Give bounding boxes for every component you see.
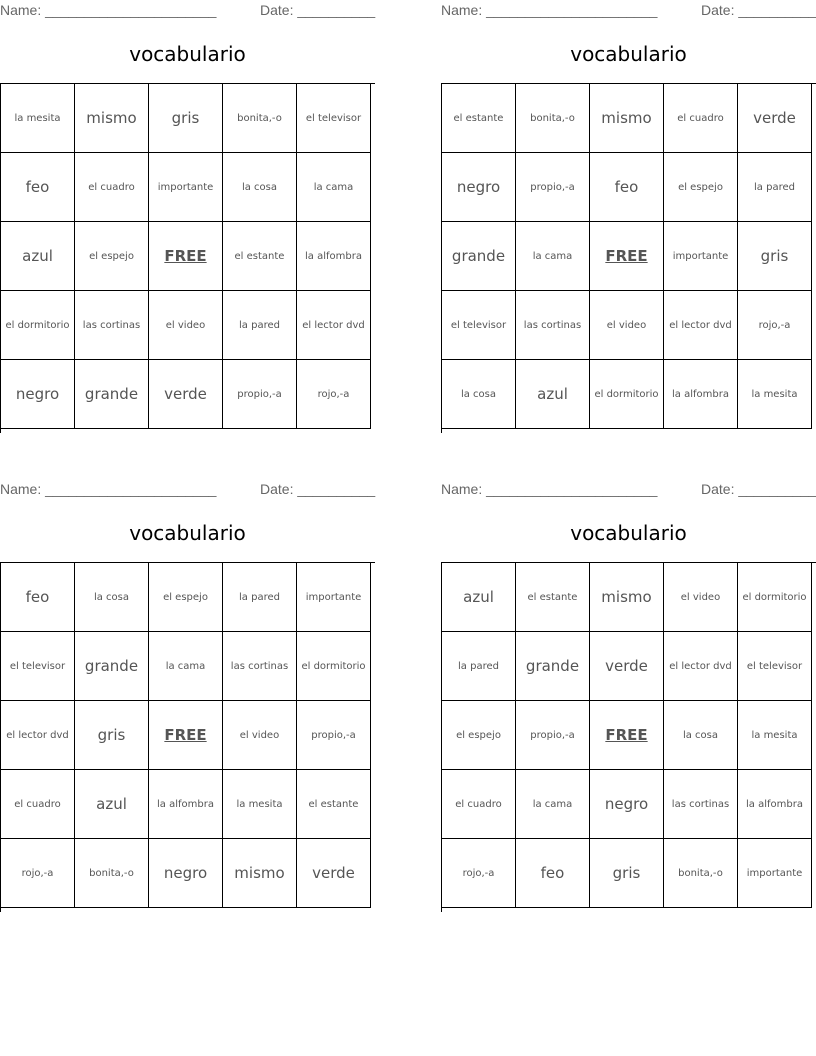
bingo-cell: la cama <box>516 222 590 291</box>
bingo-cell: la cosa <box>223 153 297 222</box>
bingo-cell: la pared <box>223 291 297 360</box>
bingo-cell: la cama <box>516 770 590 839</box>
bingo-grid <box>0 562 375 912</box>
bingo-cell: propio,-a <box>223 360 297 429</box>
bingo-cell: mismo <box>590 563 664 632</box>
bingo-cell: grande <box>75 632 149 701</box>
bingo-cell: importante <box>738 839 812 908</box>
bingo-cell: el televisor <box>442 291 516 360</box>
bingo-cell: el cuadro <box>442 770 516 839</box>
bingo-cell: la cosa <box>75 563 149 632</box>
bingo-cell: verde <box>738 84 812 153</box>
bingo-cell: bonita,-o <box>223 84 297 153</box>
bingo-cell: el dormitorio <box>738 563 812 632</box>
bingo-cell: azul <box>442 563 516 632</box>
bingo-cell: el estante <box>223 222 297 291</box>
date-field: Date: __________ <box>701 2 816 18</box>
bingo-cell: el estante <box>297 770 371 839</box>
bingo-cell: la cama <box>297 153 371 222</box>
bingo-cell: el video <box>664 563 738 632</box>
name-field: Name: ______________________ <box>441 481 658 497</box>
name-field: Name: ______________________ <box>441 2 658 18</box>
bingo-cell: el dormitorio <box>590 360 664 429</box>
card-title: vocabulario <box>570 42 687 66</box>
bingo-cell: la alfombra <box>664 360 738 429</box>
bingo-cell: feo <box>590 153 664 222</box>
bingo-cell: las cortinas <box>75 291 149 360</box>
bingo-cell: la pared <box>223 563 297 632</box>
bingo-cell: el lector dvd <box>1 701 75 770</box>
bingo-cell: la mesita <box>738 360 812 429</box>
bingo-cell: propio,-a <box>516 153 590 222</box>
bingo-cell: grande <box>442 222 516 291</box>
free-space: FREE <box>590 701 664 770</box>
bingo-cell: el cuadro <box>1 770 75 839</box>
bingo-cell: la alfombra <box>149 770 223 839</box>
free-space: FREE <box>590 222 664 291</box>
bingo-cell: la alfombra <box>738 770 812 839</box>
bingo-card-4 <box>441 479 816 914</box>
card-header <box>441 2 816 18</box>
bingo-cell: el lector dvd <box>664 632 738 701</box>
bingo-cell: la alfombra <box>297 222 371 291</box>
bingo-grid <box>0 83 375 433</box>
bingo-cell: negro <box>149 839 223 908</box>
bingo-cell: feo <box>1 153 75 222</box>
bingo-cell: mismo <box>223 839 297 908</box>
bingo-cell: el televisor <box>738 632 812 701</box>
bingo-cell: mismo <box>590 84 664 153</box>
bingo-cell: el espejo <box>149 563 223 632</box>
bingo-cell: el televisor <box>297 84 371 153</box>
bingo-cell: el espejo <box>75 222 149 291</box>
name-field: Name: ______________________ <box>0 481 217 497</box>
card-header <box>0 481 375 497</box>
bingo-grid <box>441 83 816 433</box>
bingo-cell: las cortinas <box>516 291 590 360</box>
bingo-cell: la cosa <box>664 701 738 770</box>
bingo-cell: azul <box>516 360 590 429</box>
bingo-cell: la mesita <box>1 84 75 153</box>
bingo-cell: el dormitorio <box>1 291 75 360</box>
bingo-cell: feo <box>1 563 75 632</box>
bingo-cell: el video <box>223 701 297 770</box>
card-title: vocabulario <box>129 521 246 545</box>
bingo-cell: el cuadro <box>664 84 738 153</box>
bingo-cell: bonita,-o <box>516 84 590 153</box>
bingo-cell: importante <box>297 563 371 632</box>
free-space: FREE <box>149 701 223 770</box>
bingo-cell: propio,-a <box>516 701 590 770</box>
bingo-cell: bonita,-o <box>75 839 149 908</box>
name-field: Name: ______________________ <box>0 2 217 18</box>
bingo-cell: el estante <box>516 563 590 632</box>
bingo-cell: azul <box>75 770 149 839</box>
card-header <box>441 481 816 497</box>
bingo-cell: la mesita <box>223 770 297 839</box>
bingo-cell: negro <box>442 153 516 222</box>
bingo-cell: grande <box>75 360 149 429</box>
bingo-cell: el estante <box>442 84 516 153</box>
bingo-cell: verde <box>149 360 223 429</box>
bingo-cell: propio,-a <box>297 701 371 770</box>
bingo-cell: rojo,-a <box>738 291 812 360</box>
bingo-cell: el video <box>590 291 664 360</box>
free-space: FREE <box>149 222 223 291</box>
bingo-cell: gris <box>738 222 812 291</box>
bingo-cell: gris <box>590 839 664 908</box>
bingo-cell: el cuadro <box>75 153 149 222</box>
card-header <box>0 2 375 18</box>
bingo-cell: el dormitorio <box>297 632 371 701</box>
bingo-cell: la cama <box>149 632 223 701</box>
bingo-cell: las cortinas <box>664 770 738 839</box>
bingo-cell: la mesita <box>738 701 812 770</box>
bingo-cell: el espejo <box>664 153 738 222</box>
bingo-cell: mismo <box>75 84 149 153</box>
bingo-cell: importante <box>149 153 223 222</box>
bingo-cell: el lector dvd <box>664 291 738 360</box>
bingo-cell: importante <box>664 222 738 291</box>
bingo-card-2 <box>441 0 816 435</box>
bingo-cell: las cortinas <box>223 632 297 701</box>
bingo-cell: negro <box>1 360 75 429</box>
bingo-grid <box>441 562 816 912</box>
bingo-cell: el espejo <box>442 701 516 770</box>
bingo-cell: feo <box>516 839 590 908</box>
bingo-cell: gris <box>75 701 149 770</box>
bingo-cell: grande <box>516 632 590 701</box>
card-title: vocabulario <box>570 521 687 545</box>
bingo-cell: gris <box>149 84 223 153</box>
date-field: Date: __________ <box>701 481 816 497</box>
bingo-cell: azul <box>1 222 75 291</box>
bingo-cell: verde <box>590 632 664 701</box>
date-field: Date: __________ <box>260 481 376 497</box>
bingo-cell: el video <box>149 291 223 360</box>
date-field: Date: __________ <box>260 2 376 18</box>
bingo-cell: la pared <box>442 632 516 701</box>
card-title: vocabulario <box>129 42 246 66</box>
bingo-cell: el lector dvd <box>297 291 371 360</box>
bingo-cell: la cosa <box>442 360 516 429</box>
bingo-cell: bonita,-o <box>664 839 738 908</box>
bingo-cell: rojo,-a <box>1 839 75 908</box>
bingo-cell: rojo,-a <box>442 839 516 908</box>
bingo-cell: el televisor <box>1 632 75 701</box>
bingo-cell: verde <box>297 839 371 908</box>
bingo-card-3 <box>0 479 375 914</box>
bingo-cell: la pared <box>738 153 812 222</box>
bingo-card-1 <box>0 0 375 435</box>
bingo-cell: rojo,-a <box>297 360 371 429</box>
bingo-cell: negro <box>590 770 664 839</box>
